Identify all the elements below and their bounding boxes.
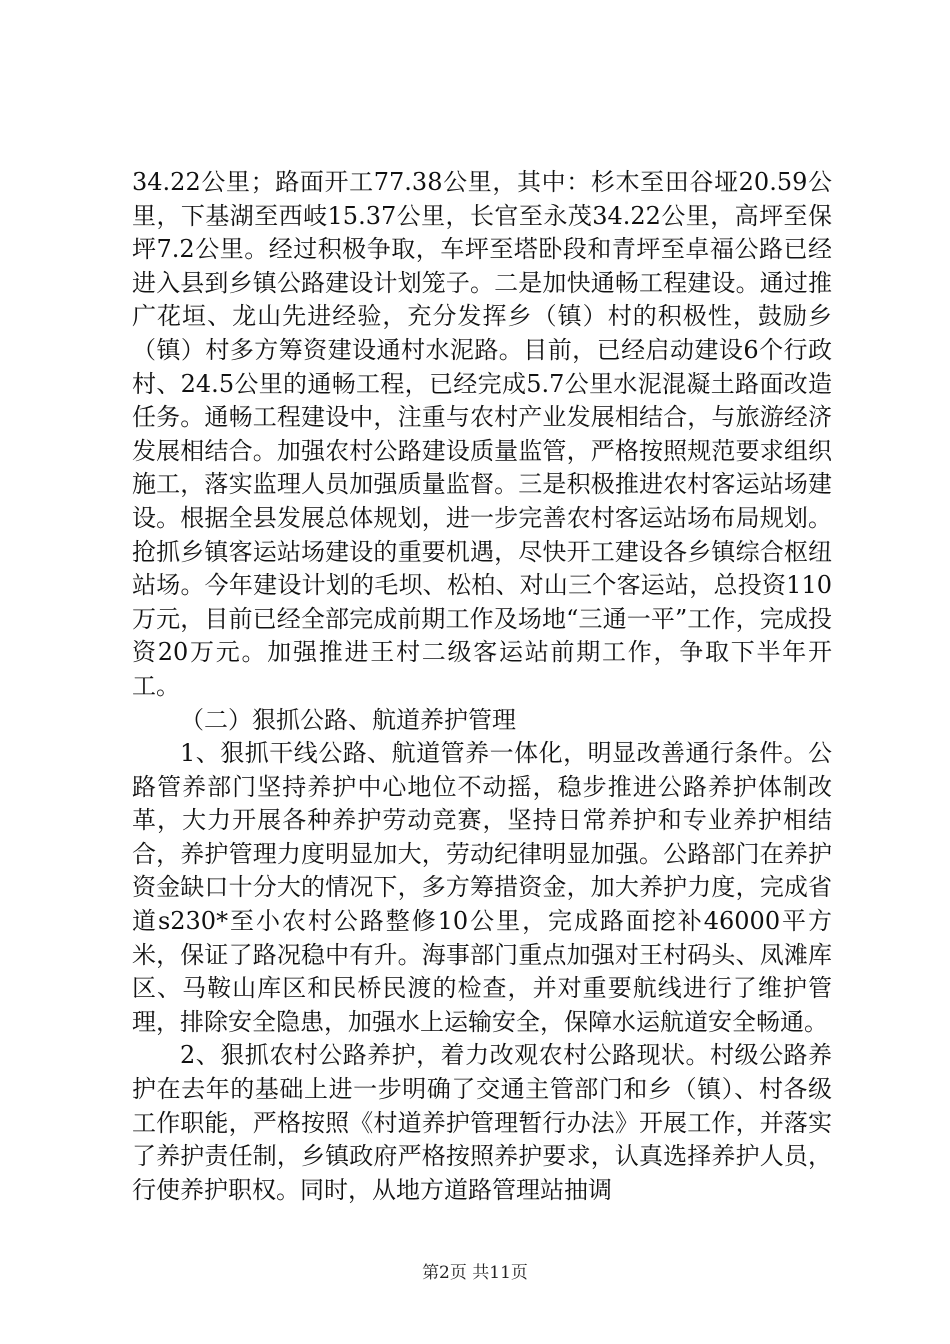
page-number-footer: 第2页 共11页 xyxy=(422,1263,528,1283)
section-heading-maintenance: （二）狠抓公路、航道养护管理 xyxy=(180,705,516,734)
paragraph-trunk-road-maintenance: 1、狠抓干线公路、航道管养一体化，明显改善通行条件。公路管养部门坚持养护中心地位不动摇，稳步推进公路养护体制改革，大力开展各种养护劳动竞赛，坚持日常养护和专业养护相结合，养护管理力度明显加大，劳动纪律明显加强。公路部门在养护资金缺口十分大的情况下，多方筹措资金，加大养护力度，完成省道s230*至小农村公路整修10公里，完成路面挖补46000平方米，保证了路况稳中有升。海事部门重点加强对王村码头、凤滩库区、马鞍山库区和民桥民渡的检查，并对重要航线进行了维护管理，排除安全隐患，加强水上运输安全，保障水运航道安全畅通。 xyxy=(132,739,832,1036)
document-body xyxy=(132,166,832,1207)
paragraph-construction: 34.22公里；路面开工77.38公里，其中：杉木至田谷垭20.59公里，下基湖至西岐15.37公里，长官至永茂34.22公里，高坪至保坪7.2公里。经过积极争取，车坪至塔卧段和青坪至卓福公路已经进入县到乡镇公路建设计划笼子。二是加快通畅工程建设。通过推广花垣、龙山先进经验，充分发挥乡（镇）村的积极性，鼓励乡（镇）村多方筹资建设通村水泥路。目前，已经启动建设6个行政村、24.5公里的通畅工程，已经完成5.7公里水泥混凝土路面改造任务。通畅工程建设中，注重与农村产业发展相结合，与旅游经济发展相结合。加强农村公路建设质量监管，严格按照规范要求组织施工，落实监理人员加强质量监督。三是积极推进农村客运站场建设。根据全县发展总体规划，进一步完善农村客运站场布局规划。抢抓乡镇客运站场建设的重要机遇，尽快开工建设各乡镇综合枢纽站场。今年建设计划的毛坝、松柏、对山三个客运站，总投资110万元，目前已经全部完成前期工作及场地“三通一平”工作，完成投资20万元。加强推进王村二级客运站前期工作，争取下半年开工。 xyxy=(132,168,832,700)
paragraph-rural-road-maintenance: 2、狠抓农村公路养护，着力改观农村公路现状。村级公路养护在去年的基础上进一步明确了交通主管部门和乡（镇）、村各级工作职能，严格按照《村道养护管理暂行办法》开展工作，并落实了养护责任制，乡镇政府严格按照养护要求，认真选择养护人员，行使养护职权。同时，从地方道路管理站抽调 xyxy=(132,1041,832,1204)
